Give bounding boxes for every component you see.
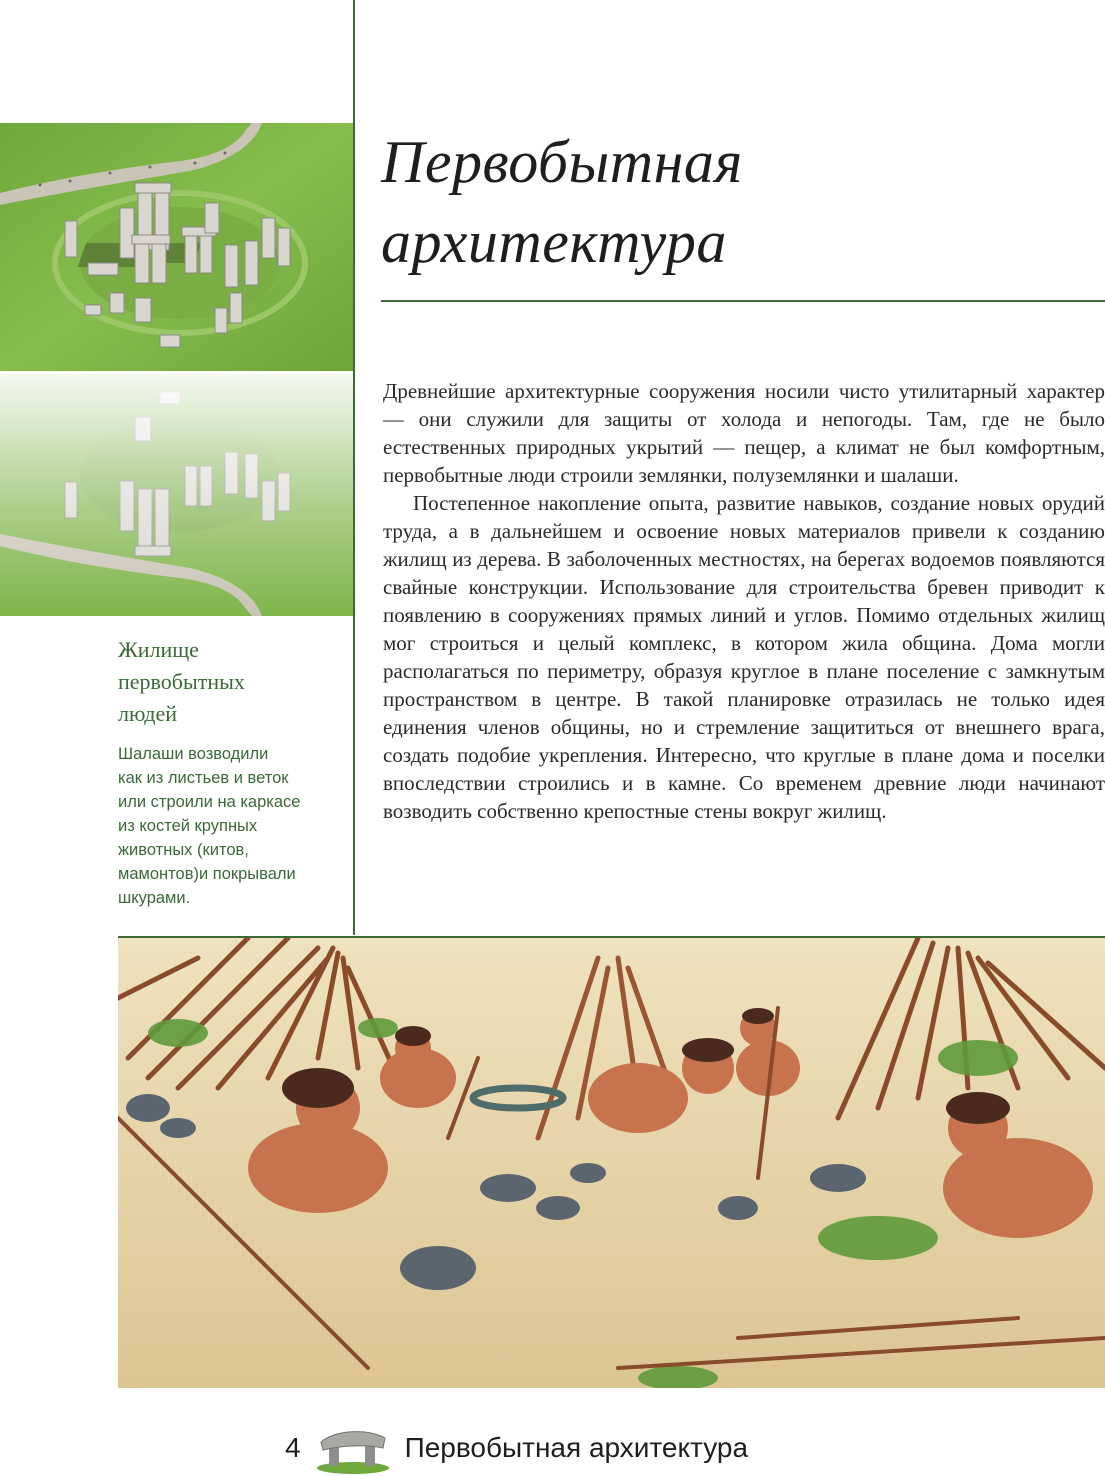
caption-title-line: Жилище — [118, 637, 199, 662]
page-footer — [285, 1420, 1105, 1476]
running-title: Первобытная архитектура — [404, 1432, 749, 1463]
caption-text-line: животных (китов, — [118, 841, 249, 859]
title-line-2: архитектура — [381, 209, 727, 275]
stonehenge-photo — [0, 123, 353, 371]
body-paragraph-1: Древнейшие архитектурные сооружения носили чисто утилитарный характер — они служили для защиты от холода и непогоды. Там, где не было естественных природных укрытий — пещер, а климат не был комфортным, первобытные люди строили землянки, полуземлянки и шалаши. — [383, 379, 1105, 487]
caption-text — [118, 742, 350, 910]
title-divider — [381, 300, 1105, 302]
stonehenge-reflection-photo — [0, 374, 353, 616]
vertical-divider — [353, 0, 355, 935]
primitive-dwelling-illustration — [118, 938, 1105, 1388]
caption-title — [118, 634, 348, 730]
caption-text-line: или строили на каркасе — [118, 793, 301, 811]
page-number: 4 — [285, 1432, 301, 1463]
title-line-1: Первобытная — [381, 129, 743, 195]
page-title — [381, 122, 1101, 282]
caption-text-line: мамонтов)и покрывали — [118, 865, 296, 883]
caption-title-line: людей — [118, 701, 178, 726]
body-text — [383, 377, 1105, 825]
caption-text-line: шкурами. — [118, 889, 191, 907]
caption-text-line: Шалаши возводили — [118, 745, 269, 763]
dolmen-icon — [315, 1422, 391, 1474]
caption-text-line: как из листьев и веток — [118, 769, 289, 787]
body-paragraph-2: Постепенное накопление опыта, развитие навыков, создание новых орудий труда, а в дальнейшем и освоение новых материалов привели к созданию жилищ из дерева. В заболоченных местностях, на берегах водоемов появляются свайные конструкции. Использование для строительства бревен приводит к появлению в сооружениях прямых линий и углов. Помимо отдельных жилищ мог строиться и целый комплекс, в котором жила община. Дома могли располагаться по периметру, образуя круглое в плане поселение с замкнутым пространством в центре. В такой планировке отразилась не только идея единения членов общины, но и стремление защититься от внешнего врага, создать подобие укрепления. Интересно, что круглые в плане дома и поселки впоследствии строились и в камне. Со временем древние люди начинают возводить собственно крепостные стены вокруг жилищ. — [383, 491, 1105, 823]
caption-title-line: первобытных — [118, 669, 245, 694]
caption-text-line: из костей крупных — [118, 817, 258, 835]
